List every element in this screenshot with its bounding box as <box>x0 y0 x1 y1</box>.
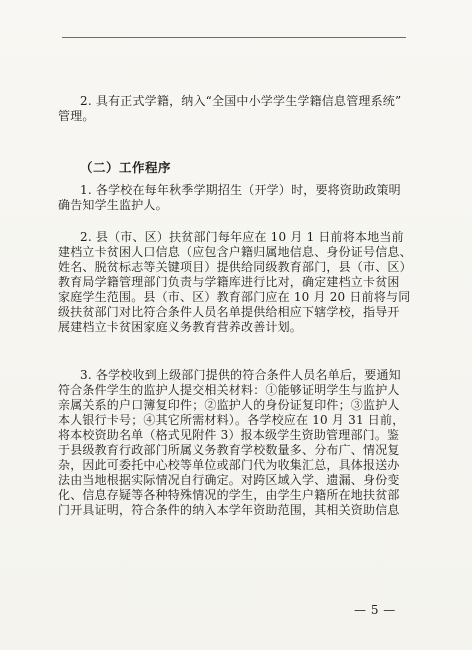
page-number: — 5 — <box>354 603 396 617</box>
text-line: 姓名、脱贫标志等关键项目）提供给同级教育部门，县（市、区） <box>58 260 412 274</box>
section-heading: （二）工作程序 <box>80 160 172 175</box>
text-line: 2. 具有正式学籍，纳入“全国中小学学生学籍信息管理系统” <box>80 94 402 108</box>
text-line: 2. 县（市、区）扶贫部门每年应在 10 月 1 日前将本地当前 <box>80 230 404 244</box>
text-line: 化、信息存疑等各种特殊情况的学生，由学生户籍所在地扶贫部 <box>58 488 400 502</box>
text-line: 展建档立卡贫困家庭义务教育营养改善计划。 <box>58 320 303 334</box>
paragraph-eligibility-2 <box>58 94 420 124</box>
text-line: 家庭学生范围。县（市、区）教育部门应在 10 月 20 日前将与同 <box>58 290 411 304</box>
paragraph-procedure-1 <box>58 183 420 213</box>
text-line: 将本校资助名单（格式见附件 3）报本级学生资助管理部门。鉴 <box>58 428 400 442</box>
text-line: 杂，因此可委托中心校等单位或部门代为收集汇总，具体报送办 <box>58 458 400 472</box>
text-line: 于县级教育行政部门所属义务教育学校数量多、分布广、情况复 <box>58 443 400 457</box>
paragraph-procedure-2 <box>58 230 420 335</box>
text-line: 确告知学生监护人。 <box>58 198 168 212</box>
text-line: 1. 各学校在每年秋季学期招生（开学）时，要将资助政策明 <box>80 183 401 197</box>
text-line: 级扶贫部门对比符合条件人员名单提供给相应下辖学校，指导开 <box>58 305 400 319</box>
text-line: 门开具证明，符合条件的纳入本学年资助范围，其相关资助信息 <box>58 503 400 517</box>
text-line: 本人银行卡号；④其它所需材料）。各学校应在 10 月 31 日前， <box>58 413 405 427</box>
text-line: 符合条件学生的监护人提交相关材料：①能够证明学生与监护人 <box>58 383 400 397</box>
text-line: 法由当地根据实际情况自行确定。对跨区域入学、遗漏、身份变 <box>58 473 400 487</box>
text-line: 建档立卡贫困人口信息（应包含户籍归属地信息、身份证号信息、 <box>58 245 412 259</box>
text-line: 教育局学籍管理部门负责与学籍库进行比对，确定建档立卡贫困 <box>58 275 400 289</box>
text-line: 3. 各学校收到上级部门提供的符合条件人员名单后，要通知 <box>80 368 401 382</box>
top-divider <box>62 37 406 38</box>
paragraph-procedure-3 <box>58 368 420 518</box>
text-line: 亲属关系的户口簿复印件；②监护人的身份证复印件；③监护人 <box>58 398 400 412</box>
text-line: 管理。 <box>58 109 95 123</box>
